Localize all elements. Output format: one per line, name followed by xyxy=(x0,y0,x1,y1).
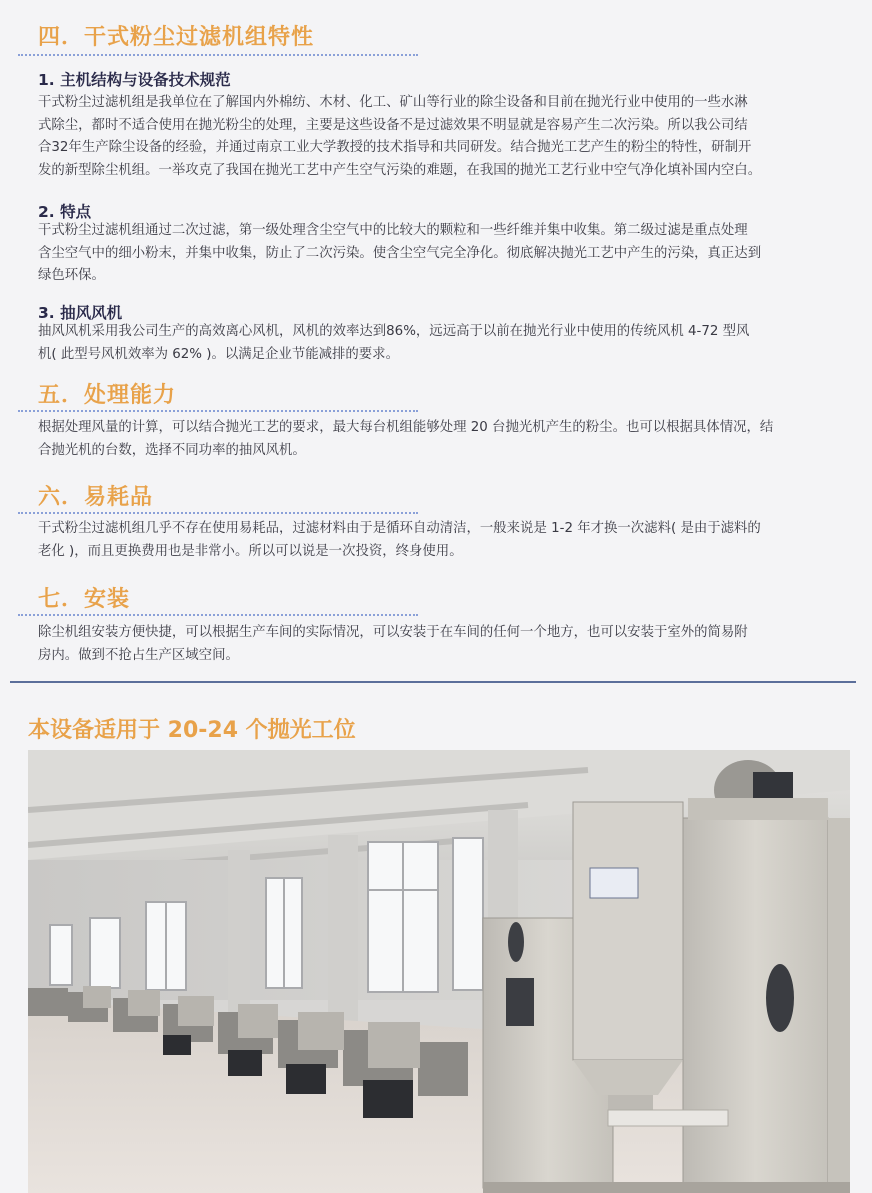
section-5-text: 根据处理风量的计算，可以结合抛光工艺的要求，最大每台机组能够处理 20 台抛光机产生的粉尘。也可以根据具体情况，结 合抛光机的台数，选择不同功率的抽风风机。 xyxy=(38,420,774,458)
section-6-title: 六．易耗品 xyxy=(38,485,154,510)
section-5-rule xyxy=(18,410,418,412)
section-5-title: 五．处理能力 xyxy=(38,383,177,408)
subsection-1-text: 干式粉尘过滤机组是我单位在了解国内外棉纺、木材、化工、矿山等行业的除尘设备和目前在抛光行业中使用的一些水淋 式除尘，都时不适合使用在抛光粉尘的处理，主要是这些设备不是过滤效果不明显就是容易产生二次污染。所以我公司结 合32年生产除尘设备的经验，并通过南京工业大学教授的技术指导和共同研发。结合抛光工艺产生的粉尘的特性，研制开 发的新型除尘机组。一举攻克了我国在抛光工艺中产生空气污染的难题，在我国的抛光工艺行业中空气净化填补国内空白。 xyxy=(38,95,762,178)
subsection-3-text: 抽风风机采用我公司生产的高效离心风机，风机的效率达到86%，远远高于以前在抛光行业中使用的传统风机 4-72 型风 机( 此型号风机效率为 62% )。以满足企业节能减排的要求。 xyxy=(38,324,750,362)
factory-photo-illustration xyxy=(28,750,850,1193)
photo-section-title: 本设备适用于 20-24 个抛光工位 xyxy=(28,718,356,743)
section-4-title: 四．干式粉尘过滤机组特性 xyxy=(38,25,315,50)
subsection-2-text: 干式粉尘过滤机组通过二次过滤，第一级处理含尘空气中的比较大的颗粒和一些纤维并集中收集。第二级过滤是重点处理 含尘空气中的细小粉末，并集中收集，防止了二次污染。使含尘空气完全净化。彻底解决抛光工艺中产生的污染，真正达到 绿色环保。 xyxy=(38,223,762,283)
section-6-text: 干式粉尘过滤机组几乎不存在使用易耗品，过滤材料由于是循环自动清洁，一般来说是 1-2 年才换一次滤料( 是由于滤料的 老化 )，而且更换费用也是非常小。所以可以说是一次投资，终身使用。 xyxy=(38,521,761,559)
page-divider xyxy=(10,681,856,683)
section-6-rule xyxy=(18,512,418,514)
subsection-3-title: 3. 抽风风机 xyxy=(38,304,123,322)
section-7-title: 七．安装 xyxy=(38,587,131,612)
subsection-2-title: 2. 特点 xyxy=(38,203,92,221)
section-7-text: 除尘机组安装方便快捷，可以根据生产车间的实际情况，可以安装于在车间的任何一个地方，也可以安装于室外的简易附 房内。做到不抢占生产区域空间。 xyxy=(38,625,748,663)
section-4-rule xyxy=(18,54,418,56)
subsection-1-title: 1. 主机结构与设备技术规范 xyxy=(38,71,231,89)
factory-photo xyxy=(28,750,850,1193)
section-7-rule xyxy=(18,614,418,616)
